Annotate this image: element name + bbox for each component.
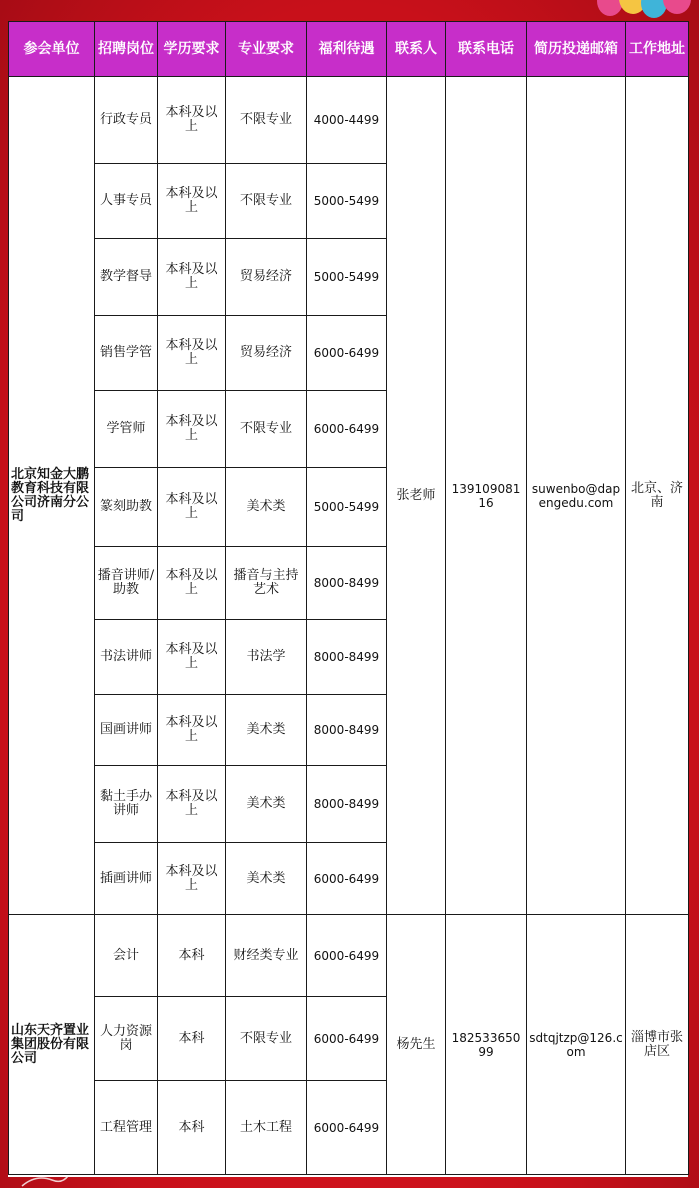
major-req: 美术类 [226, 695, 307, 766]
education-req: 本科及以上 [158, 843, 226, 915]
major-req: 美术类 [226, 843, 307, 915]
position-title: 国画讲师 [95, 695, 158, 766]
position-title: 会计 [95, 915, 158, 997]
major-req: 不限专业 [226, 391, 307, 468]
education-req: 本科 [158, 1081, 226, 1175]
education-req: 本科及以上 [158, 695, 226, 766]
position-title: 篆刻助教 [95, 468, 158, 547]
salary: 6000-6499 [307, 997, 387, 1081]
header-salary: 福利待遇 [307, 22, 387, 77]
position-title: 人事专员 [95, 164, 158, 239]
education-req: 本科及以上 [158, 391, 226, 468]
salary: 5000-5499 [307, 164, 387, 239]
salary: 6000-6499 [307, 915, 387, 997]
salary: 6000-6499 [307, 843, 387, 915]
resume-email: suwenbo@dapengedu.com [527, 77, 626, 915]
salary: 4000-4499 [307, 77, 387, 164]
salary: 6000-6499 [307, 391, 387, 468]
header-address: 工作地址 [626, 22, 689, 77]
major-req: 播音与主持艺术 [226, 547, 307, 620]
position-title: 书法讲师 [95, 620, 158, 695]
header-email: 简历投递邮箱 [527, 22, 626, 77]
education-req: 本科 [158, 915, 226, 997]
position-title: 黏土手办讲师 [95, 766, 158, 843]
position-title: 教学督导 [95, 239, 158, 316]
work-address: 淄博市张店区 [626, 915, 689, 1175]
header-major: 专业要求 [226, 22, 307, 77]
major-req: 贸易经济 [226, 316, 307, 391]
salary: 6000-6499 [307, 316, 387, 391]
contact-phone: 13910908116 [446, 77, 527, 915]
header-education: 学历要求 [158, 22, 226, 77]
header-row [9, 22, 689, 77]
position-title: 工程管理 [95, 1081, 158, 1175]
position-title: 学管师 [95, 391, 158, 468]
contact-phone: 18253365099 [446, 915, 527, 1175]
education-req: 本科及以上 [158, 239, 226, 316]
salary: 5000-5499 [307, 468, 387, 547]
salary: 5000-5499 [307, 239, 387, 316]
position-title: 行政专员 [95, 77, 158, 164]
education-req: 本科及以上 [158, 468, 226, 547]
table-row [9, 915, 689, 997]
education-req: 本科及以上 [158, 316, 226, 391]
salary: 6000-6499 [307, 1081, 387, 1175]
major-req: 土木工程 [226, 1081, 307, 1175]
resume-email: sdtqjtzp@126.com [527, 915, 626, 1175]
work-address: 北京、济南 [626, 77, 689, 915]
company-name: 北京知金大鹏教育科技有限公司济南分公司 [9, 77, 95, 915]
education-req: 本科及以上 [158, 766, 226, 843]
header-company: 参会单位 [9, 22, 95, 77]
major-req: 不限专业 [226, 997, 307, 1081]
contact-person: 杨先生 [387, 915, 446, 1175]
major-req: 不限专业 [226, 164, 307, 239]
position-title: 销售学管 [95, 316, 158, 391]
education-req: 本科及以上 [158, 547, 226, 620]
major-req: 贸易经济 [226, 239, 307, 316]
major-req: 书法学 [226, 620, 307, 695]
position-title: 插画讲师 [95, 843, 158, 915]
contact-person: 张老师 [387, 77, 446, 915]
education-req: 本科及以上 [158, 620, 226, 695]
salary: 8000-8499 [307, 766, 387, 843]
major-req: 美术类 [226, 766, 307, 843]
table-row [9, 77, 689, 164]
salary: 8000-8499 [307, 620, 387, 695]
header-position: 招聘岗位 [95, 22, 158, 77]
education-req: 本科及以上 [158, 77, 226, 164]
position-title: 人力资源岗 [95, 997, 158, 1081]
company-name: 山东天齐置业集团股份有限公司 [9, 915, 95, 1175]
education-req: 本科及以上 [158, 164, 226, 239]
education-req: 本科 [158, 997, 226, 1081]
salary: 8000-8499 [307, 547, 387, 620]
position-title: 播音讲师/助教 [95, 547, 158, 620]
major-req: 美术类 [226, 468, 307, 547]
header-phone: 联系电话 [446, 22, 527, 77]
recruitment-table [8, 21, 689, 1175]
header-contact: 联系人 [387, 22, 446, 77]
salary: 8000-8499 [307, 695, 387, 766]
major-req: 财经类专业 [226, 915, 307, 997]
major-req: 不限专业 [226, 77, 307, 164]
ribbon-decoration [18, 1172, 78, 1188]
